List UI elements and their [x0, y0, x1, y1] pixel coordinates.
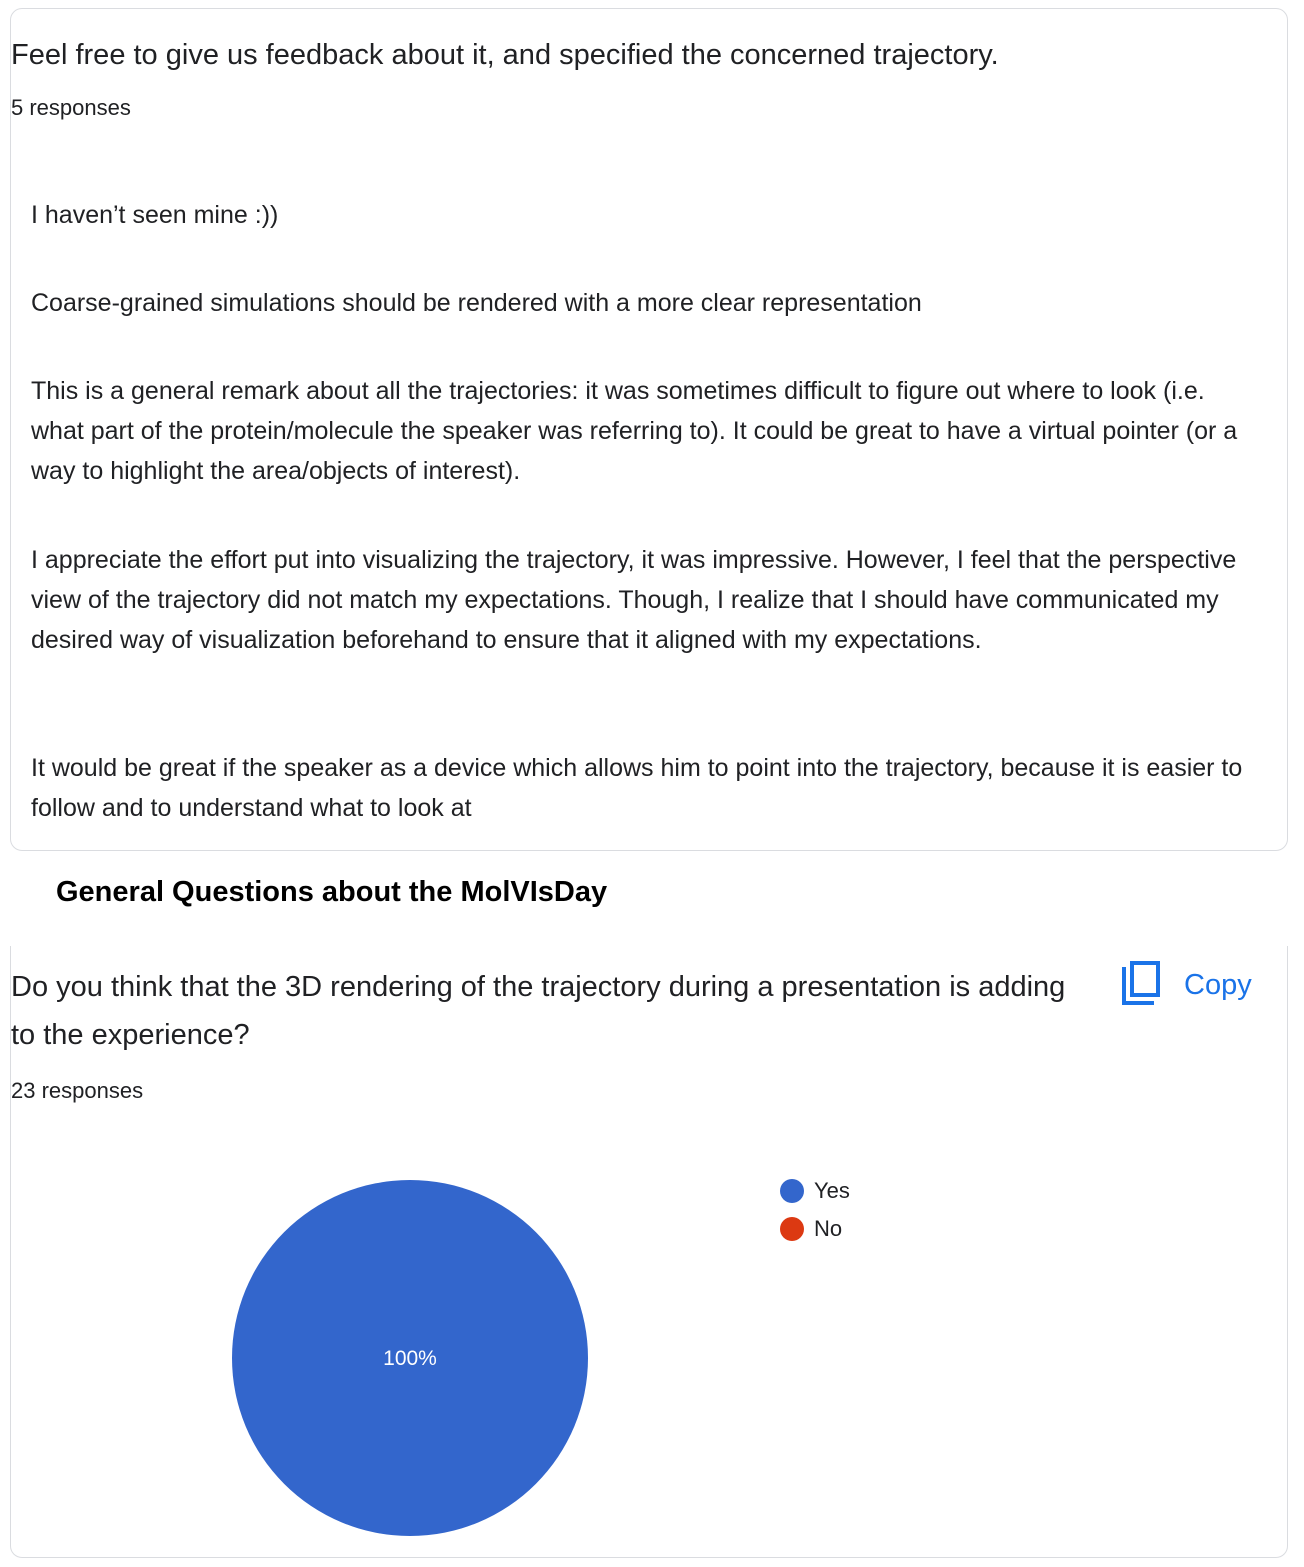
chart-legend [780, 1172, 850, 1248]
pie-chart [220, 1168, 600, 1548]
legend-item-yes[interactable] [780, 1172, 850, 1210]
response-item: This is a general remark about all the trajectories: it was sometimes difficult to figure out where to look (i.e. what part of the protein/molecule the speaker was referring to). It could be great to have a virtual pointer (or a way to highlight the area/objects of interest). [31, 377, 1238, 485]
section-title: General Questions about the MolVIsDay [56, 876, 608, 908]
response-item: Coarse-grained simulations should be rendered with a more clear representation [31, 289, 922, 317]
question-title: Do you think that the 3D rendering of the trajectory during a presentation is adding to the experience? [11, 971, 1066, 1051]
pie-slice-label: 100% [383, 1347, 437, 1370]
copy-chart-button[interactable] [1120, 960, 1270, 1010]
legend-label: Yes [814, 1178, 850, 1203]
feedback-question-card [10, 8, 1288, 851]
response-list[interactable] [31, 9, 1287, 852]
copy-label: Copy [1184, 968, 1252, 1001]
response-item: It would be great if the speaker as a device which allows him to point into the trajectory, because it is easier to follow and to understand what to look at [31, 754, 1243, 822]
copy-icon [1120, 959, 1164, 1012]
legend-swatch [780, 1217, 804, 1241]
response-item: I appreciate the effort put into visualizing the trajectory, it was impressive. However, I feel that the perspective view of the trajectory did not match my expectations. Though, I realize that I should have communicated my desired way of visualization beforehand to ensure that it aligned with my expectations. [31, 546, 1237, 654]
legend-label: No [814, 1216, 843, 1241]
legend-item-no[interactable] [780, 1210, 850, 1248]
response-count: 5 responses [11, 95, 131, 120]
question-title: Feel free to give us feedback about it, and specified the concerned trajectory. [11, 39, 999, 71]
pie-question-card [10, 946, 1288, 1558]
response-count: 23 responses [11, 1078, 144, 1103]
response-item: I haven’t seen mine :)) [31, 201, 279, 229]
legend-swatch [780, 1179, 804, 1203]
